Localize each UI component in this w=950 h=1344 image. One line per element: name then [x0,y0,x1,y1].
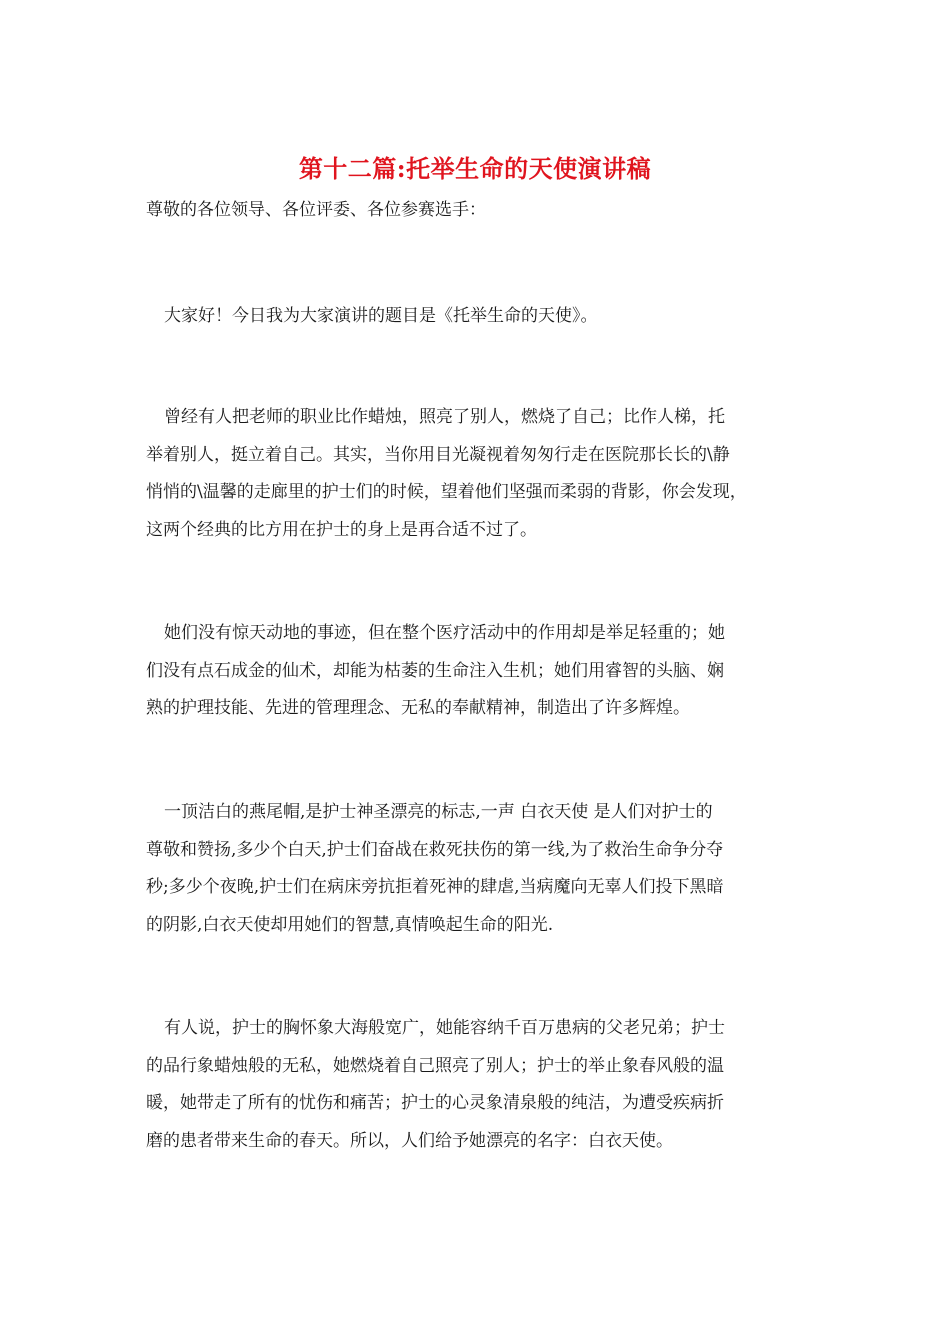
paragraph-line: 们没有点石成金的仙术，却能为枯萎的生命注入生机；她们用睿智的头脑、娴 [146,660,724,681]
paragraph-line: 秒;多少个夜晚,护士们在病床旁抗拒着死神的肆虐,当病魔向无辜人们投下黑暗 [146,877,724,897]
paragraph-line: 举着别人，挺立着自己。其实，当你用目光凝视着匆匆行走在医院那长长的\静 [146,444,730,465]
paragraph-line: 一顶洁白的燕尾帽,是护士神圣漂亮的标志,一声 白衣天使 是人们对护士的 [164,802,713,822]
paragraph-line: 她们没有惊天动地的事迹，但在整个医疗活动中的作用却是举足轻重的；她 [164,623,725,643]
paragraph-line: 大家好！今日我为大家演讲的题目是《托举生命的天使》。 [164,306,598,326]
greeting-line: 尊敬的各位领导、各位评委、各位参赛选手： [146,200,486,220]
page-title: 第十二篇:托举生命的天使演讲稿 [298,154,652,183]
paragraph-line: 有人说，护士的胸怀象大海般宽广，她能容纳千百万患病的父老兄弟；护士 [164,1018,725,1038]
paragraph-4 [146,794,814,944]
paragraph-line: 暖，她带走了所有的忧伤和痛苦；护士的心灵象清泉般的纯洁，为遭受疾病折 [146,1093,724,1113]
paragraph-line: 的阴影,白衣天使却用她们的智慧,真情唤起生命的阳光. [146,914,554,935]
paragraph-line: 的品行象蜡烛般的无私，她燃烧着自己照亮了别人；护士的举止象春风般的温 [146,1055,724,1076]
paragraph-line: 曾经有人把老师的职业比作蜡烛，照亮了别人，燃烧了自己；比作人梯，托 [164,407,725,427]
paragraph-2 [146,399,814,549]
paragraph-1 [146,298,814,336]
paragraph-line: 熟的护理技能、先进的管理理念、无私的奉献精神，制造出了许多辉煌。 [146,698,690,718]
paragraph-line: 悄悄的\温馨的走廊里的护士们的时候，望着他们坚强而柔弱的背影，你会发现， [146,482,747,502]
paragraph-line: 这两个经典的比方用在护士的身上是再合适不过了。 [146,519,537,540]
paragraph-line: 磨的患者带来生命的春天。所以，人们给予她漂亮的名字：白衣天使。 [146,1130,673,1151]
paragraph-5 [146,1010,814,1160]
paragraph-3 [146,615,814,728]
paragraph-line: 尊敬和赞扬,多少个白天,护士们奋战在救死扶伤的第一线,为了救治生命争分夺 [146,839,724,860]
